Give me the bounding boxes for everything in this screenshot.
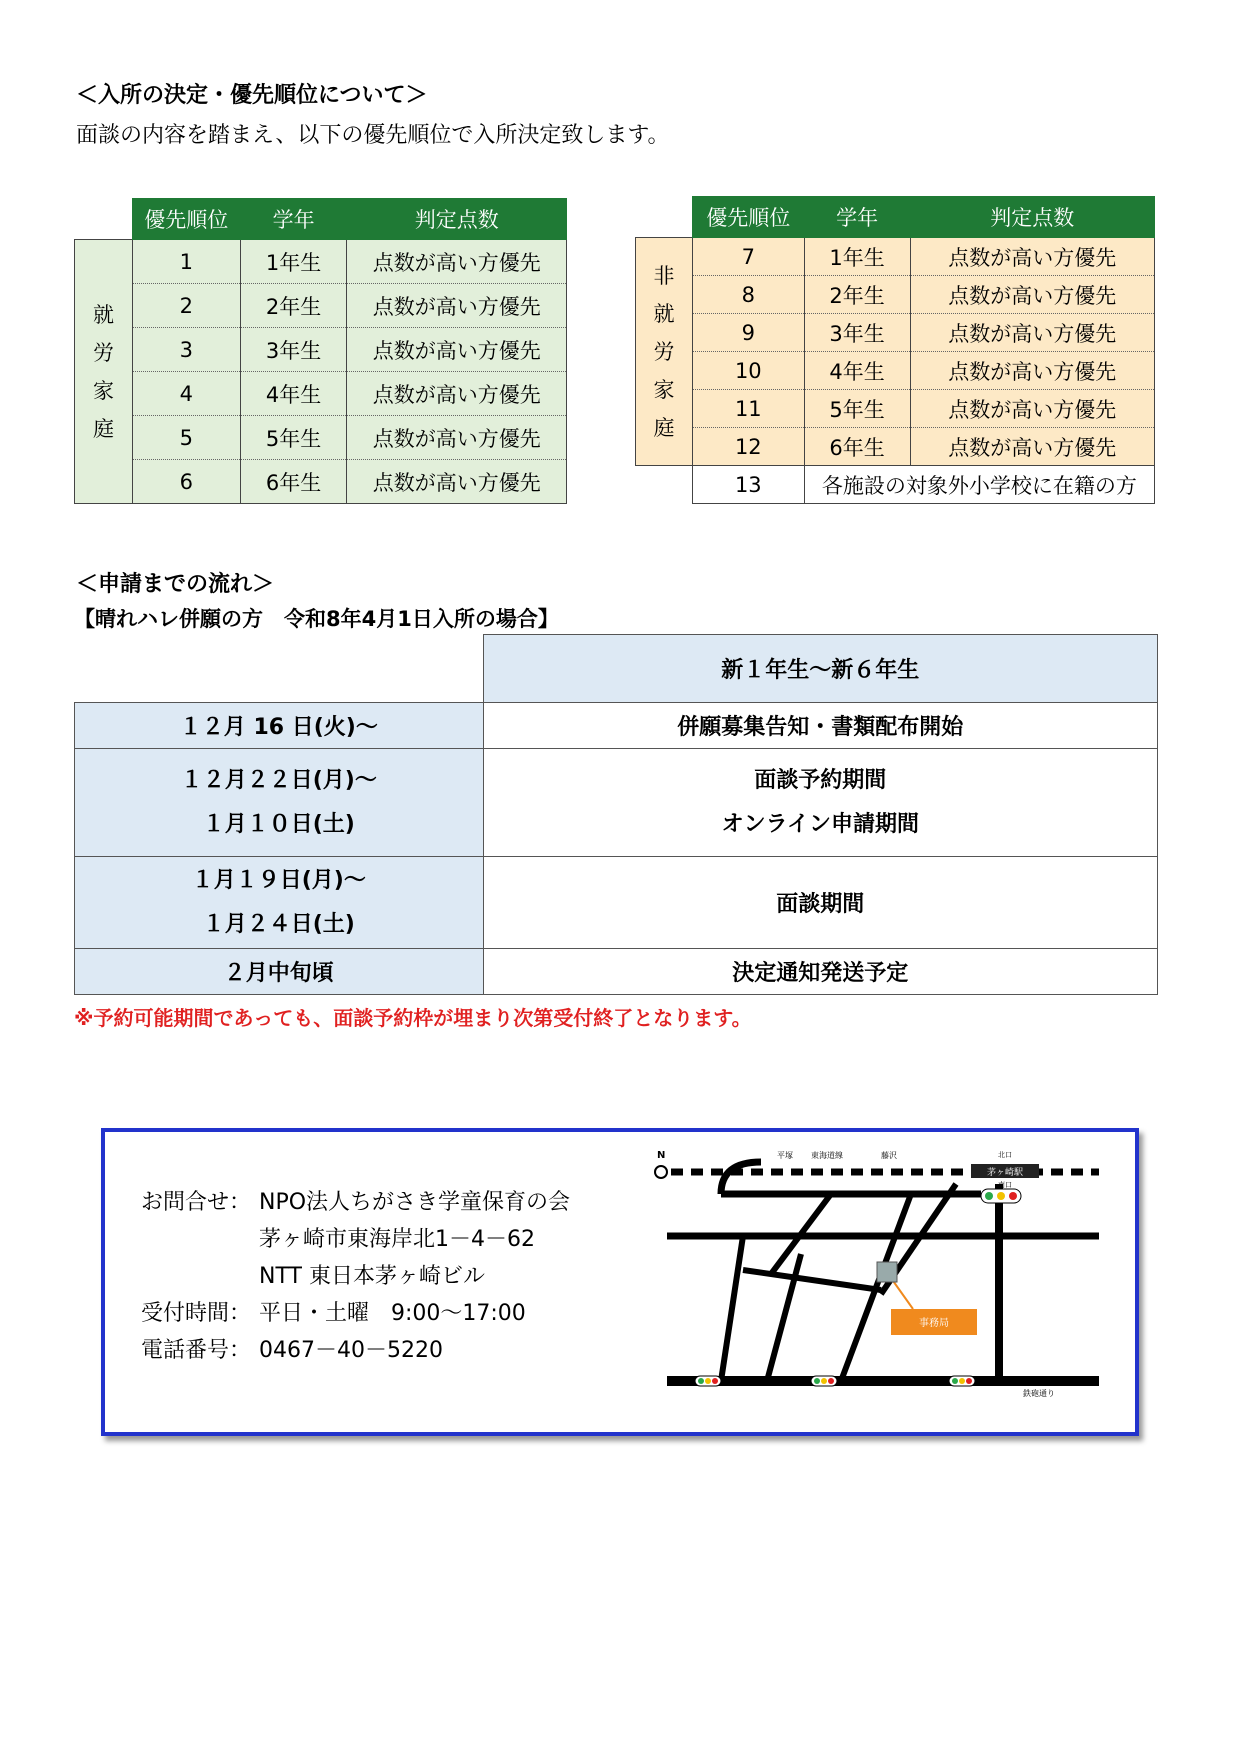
- rank-cell: 13: [692, 466, 804, 504]
- road: [743, 1270, 881, 1290]
- grade-cell: 6年生: [804, 428, 910, 466]
- score-cell: 点数が高い方優先: [347, 372, 567, 416]
- application-flow-table: [74, 634, 1158, 995]
- grade-cell: 1年生: [804, 238, 910, 276]
- rank-cell: 7: [692, 238, 804, 276]
- line-label: 東海道線: [811, 1151, 843, 1160]
- flow-event-cell: 面談期間: [483, 857, 1157, 949]
- building-icon: [877, 1262, 897, 1282]
- flow-date-cell: １２月 16 日(火)～: [75, 703, 484, 749]
- office-hours: 平日・土曜 9:00～17:00: [259, 1301, 526, 1326]
- line-label: 藤沢: [881, 1151, 897, 1160]
- score-cell: 点数が高い方優先: [910, 314, 1155, 352]
- score-cell: 点数が高い方優先: [347, 284, 567, 328]
- header-priority: 優先順位: [692, 197, 804, 238]
- grade-cell: 2年生: [804, 276, 910, 314]
- contact-box: [101, 1128, 1139, 1436]
- score-cell: 点数が高い方優先: [910, 238, 1155, 276]
- traffic-signal-icon: [811, 1376, 837, 1386]
- rank-cell: 10: [692, 352, 804, 390]
- inquiry-label: お問合せ：: [141, 1190, 252, 1215]
- south-exit-label: 南口: [998, 1181, 1012, 1189]
- office-label: 事務局: [919, 1318, 949, 1329]
- score-cell: 点数が高い方優先: [347, 240, 567, 284]
- rank-cell: 1: [132, 240, 240, 284]
- rank-cell: 6: [132, 460, 240, 504]
- header-score: 判定点数: [910, 197, 1155, 238]
- rank-cell: 12: [692, 428, 804, 466]
- grade-cell: 3年生: [804, 314, 910, 352]
- score-cell: 点数が高い方優先: [910, 352, 1155, 390]
- traffic-signal-icon: [949, 1376, 975, 1386]
- score-cell: 点数が高い方優先: [347, 460, 567, 504]
- north-arrow-icon: [655, 1166, 667, 1178]
- nonworking-family-label: 非 就 労 家 庭: [636, 238, 693, 466]
- grade-cell: 4年生: [804, 352, 910, 390]
- north-label: N: [657, 1150, 666, 1161]
- flow-event-cell: 決定通知発送予定: [483, 949, 1157, 995]
- hours-label: 受付時間：: [141, 1301, 252, 1326]
- route-label: 鉄砲通り: [1023, 1389, 1055, 1398]
- blank-cell: [636, 466, 693, 504]
- flow-date-cell: １２月２２日(月)～ １月１０日(土): [75, 749, 484, 857]
- flow-event-cell: 面談予約期間 オンライン申請期間: [483, 749, 1157, 857]
- road: [721, 1236, 743, 1381]
- rank-cell: 11: [692, 390, 804, 428]
- blank-header-cell: [75, 199, 133, 240]
- working-family-priority-table: [74, 198, 567, 504]
- flow-column-header: 新１年生～新６年生: [483, 635, 1157, 703]
- header-priority: 優先順位: [132, 199, 240, 240]
- organization-building: NTT 東日本茅ヶ崎ビル: [259, 1264, 485, 1289]
- rank-cell: 8: [692, 276, 804, 314]
- flow-date-cell: １月１９日(月)～ １月２４日(土): [75, 857, 484, 949]
- phone-number: 0467－40－5220: [259, 1338, 443, 1363]
- section-heading-flow: ＜申請までの流れ＞: [76, 572, 275, 597]
- working-family-label: 就 労 家 庭: [75, 240, 133, 504]
- grade-cell: 6年生: [240, 460, 347, 504]
- score-cell: 点数が高い方優先: [910, 276, 1155, 314]
- organization-name: NPO法人ちがさき学童保育の会: [259, 1190, 571, 1215]
- blank-header-cell: [75, 635, 484, 703]
- traffic-signal-icon: [981, 1189, 1021, 1203]
- traffic-signal-icon: [695, 1376, 721, 1386]
- score-cell: 点数が高い方優先: [910, 390, 1155, 428]
- rank-cell: 5: [132, 416, 240, 460]
- station-label: 茅ヶ崎駅: [986, 1168, 1024, 1178]
- header-grade: 学年: [804, 197, 910, 238]
- road: [721, 1162, 761, 1194]
- score-cell: 点数が高い方優先: [347, 328, 567, 372]
- flow-event-cell: 併願募集告知・書類配布開始: [483, 703, 1157, 749]
- nonworking-family-priority-table: [635, 196, 1155, 504]
- line-label: 平塚: [777, 1151, 793, 1160]
- grade-cell: 3年生: [240, 328, 347, 372]
- rank-cell: 3: [132, 328, 240, 372]
- grade-cell: 4年生: [240, 372, 347, 416]
- contact-info: [141, 1184, 570, 1369]
- reservation-warning-note: ※予約可能期間であっても、面談予約枠が埋まり次第受付終了となります。: [74, 1006, 752, 1030]
- priority-intro-text: 面談の内容を踏まえ、以下の優先順位で入所決定致します。: [76, 123, 670, 148]
- grade-cell: 5年生: [804, 390, 910, 428]
- header-grade: 学年: [240, 199, 347, 240]
- office-pointer: [891, 1278, 913, 1309]
- rank-cell: 2: [132, 284, 240, 328]
- access-map: [651, 1144, 1099, 1414]
- flow-date-cell: ２月中旬頃: [75, 949, 484, 995]
- flow-subheading: 【晴れハレ併願の方 令和8年4月1日入所の場合】: [74, 607, 559, 631]
- grade-cell: 5年生: [240, 416, 347, 460]
- grade-cell: 1年生: [240, 240, 347, 284]
- rank-cell: 9: [692, 314, 804, 352]
- grade-cell: 2年生: [240, 284, 347, 328]
- section-heading-priority: ＜入所の決定・優先順位について＞: [76, 83, 428, 108]
- phone-label: 電話番号：: [141, 1338, 252, 1363]
- organization-address: 茅ヶ崎市東海岸北1－4－62: [259, 1227, 535, 1252]
- out-of-area-cell: 各施設の対象外小学校に在籍の方: [804, 466, 1154, 504]
- rank-cell: 4: [132, 372, 240, 416]
- blank-header-cell: [636, 197, 693, 238]
- north-exit-label: 北口: [998, 1151, 1012, 1159]
- score-cell: 点数が高い方優先: [347, 416, 567, 460]
- score-cell: 点数が高い方優先: [910, 428, 1155, 466]
- header-score: 判定点数: [347, 199, 567, 240]
